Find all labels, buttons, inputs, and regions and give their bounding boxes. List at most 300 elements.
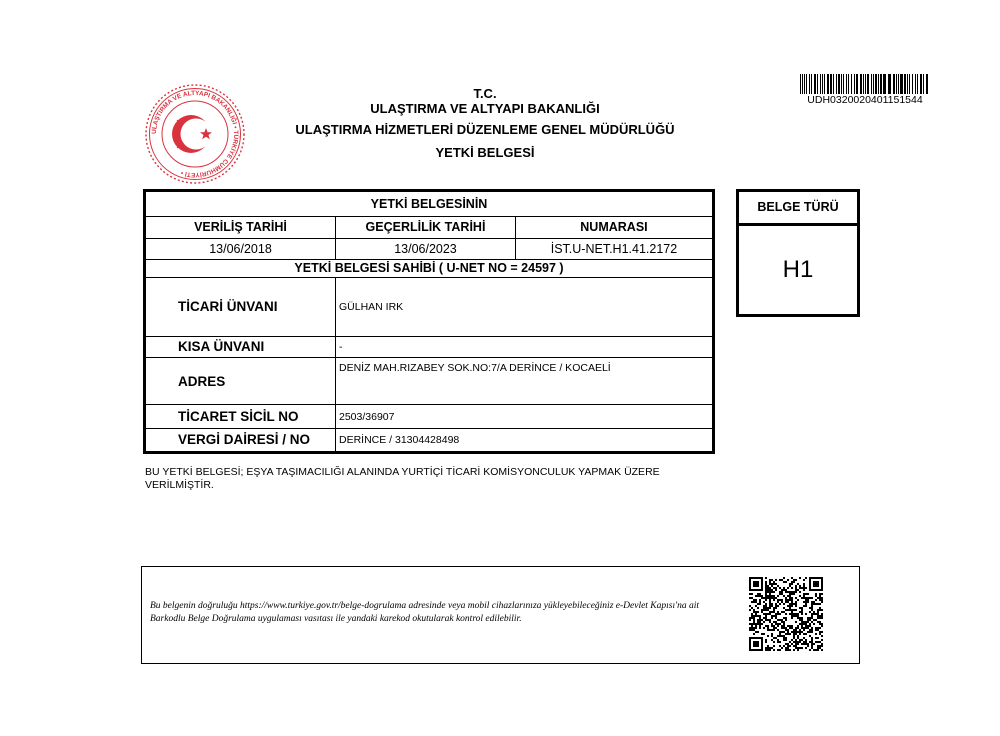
qr-module	[769, 591, 771, 593]
qr-module	[787, 647, 789, 649]
qr-module	[795, 591, 797, 593]
qr-module	[795, 601, 797, 603]
qr-module	[803, 601, 805, 603]
qr-module	[785, 647, 787, 649]
qr-module	[769, 601, 771, 603]
qr-module	[819, 599, 821, 601]
qr-module	[777, 605, 779, 607]
qr-module	[807, 597, 809, 599]
qr-module	[779, 623, 781, 625]
qr-module	[773, 583, 775, 585]
qr-module	[789, 591, 791, 593]
qr-module	[765, 577, 767, 579]
barcode-bar	[841, 74, 842, 94]
qr-module	[791, 611, 793, 613]
qr-module	[801, 643, 803, 645]
barcode-bar	[871, 74, 872, 94]
qr-module	[795, 589, 797, 591]
qr-module	[821, 599, 823, 601]
qr-module	[795, 613, 797, 615]
qr-module	[755, 595, 757, 597]
qr-module	[811, 647, 813, 649]
qr-module	[801, 639, 803, 641]
qr-module	[821, 643, 823, 645]
qr-module	[767, 613, 769, 615]
qr-module	[757, 593, 759, 595]
qr-module	[769, 629, 771, 631]
qr-module	[817, 645, 819, 647]
qr-module	[819, 595, 821, 597]
qr-module	[751, 629, 753, 631]
qr-module	[779, 587, 781, 589]
qr-module	[783, 621, 785, 623]
qr-module	[779, 641, 781, 643]
qr-module	[809, 641, 811, 643]
qr-module	[769, 621, 771, 623]
qr-module	[781, 579, 783, 581]
qr-module	[779, 599, 781, 601]
qr-module	[793, 581, 795, 583]
qr-module	[759, 627, 761, 629]
qr-module	[779, 649, 781, 651]
qr-module	[789, 627, 791, 629]
qr-module	[799, 641, 801, 643]
barcode-bar	[820, 74, 821, 94]
qr-module	[805, 605, 807, 607]
qr-module	[797, 625, 799, 627]
document-type-value: H1	[782, 256, 814, 283]
qr-module	[821, 623, 823, 625]
qr-module	[791, 591, 793, 593]
qr-module	[797, 635, 799, 637]
qr-module	[751, 615, 753, 617]
qr-module	[803, 627, 805, 629]
qr-module	[765, 641, 767, 643]
qr-module	[811, 617, 813, 619]
qr-module	[785, 629, 787, 631]
qr-module	[771, 635, 773, 637]
qr-module	[765, 591, 767, 593]
qr-module	[777, 619, 779, 621]
qr-module	[807, 643, 809, 645]
barcode-bar	[865, 74, 866, 94]
qr-module	[811, 603, 813, 605]
qr-module	[817, 615, 819, 617]
qr-module	[781, 621, 783, 623]
qr-module	[803, 621, 805, 623]
qr-module	[811, 605, 813, 607]
qr-module	[783, 639, 785, 641]
qr-module	[821, 615, 823, 617]
barcode-bar	[904, 74, 906, 94]
qr-module	[775, 589, 777, 591]
qr-module	[753, 617, 755, 619]
qr-module	[773, 611, 775, 613]
qr-module	[749, 617, 751, 619]
seal-ring-text: ULAŞTIRMA VE ALTYAPI BAKANLIĞI • TÜRKİYE CUMHURİYETİ •	[150, 89, 240, 179]
qr-module	[765, 605, 767, 607]
verification-text: Bu belgenin doğruluğu https://www.turkiye.gov.tr/belge-dogrulama adresinde veya mobil cihazlarınıza yükleyebileceğiniz e-Devlet Kapısı'na ait Barkodlu Belge Doğrulama uygulaması vasıtası ile yandaki karekod okutularak kontrol edilebilir.	[150, 601, 700, 624]
barcode-bar	[920, 74, 922, 94]
qr-module	[785, 613, 787, 615]
qr-module	[787, 587, 789, 589]
qr-module	[783, 631, 785, 633]
qr-module	[819, 607, 821, 609]
qr-module	[759, 599, 761, 601]
qr-module	[763, 621, 765, 623]
qr-module	[803, 643, 805, 645]
qr-module	[787, 599, 789, 601]
barcode-bar	[860, 74, 862, 94]
qr-module	[777, 585, 779, 587]
qr-module	[811, 629, 813, 631]
qr-module	[771, 597, 773, 599]
qr-module	[797, 649, 799, 651]
qr-module	[785, 649, 787, 651]
qr-module	[765, 583, 767, 585]
qr-module	[799, 617, 801, 619]
qr-module	[793, 635, 795, 637]
qr-module	[817, 627, 819, 629]
qr-module	[791, 597, 793, 599]
qr-module	[765, 607, 767, 609]
qr-module	[771, 579, 773, 581]
header-tc: T.C.	[473, 86, 497, 101]
qr-module	[779, 613, 781, 615]
qr-module	[787, 649, 789, 651]
holder-title: YETKİ BELGESİ SAHİBİ ( U-NET NO = 24597 )	[145, 259, 714, 277]
barcode-bar	[851, 74, 852, 94]
qr-module	[785, 633, 787, 635]
qr-module	[803, 629, 805, 631]
qr-module	[759, 623, 761, 625]
qr-module	[757, 611, 759, 613]
qr-module	[757, 621, 759, 623]
qr-module	[777, 601, 779, 603]
barcode-bar	[830, 74, 832, 94]
qr-module	[779, 619, 781, 621]
qr-module	[797, 589, 799, 591]
qr-module	[801, 613, 803, 615]
qr-module	[773, 649, 775, 651]
qr-module	[751, 613, 753, 615]
qr-module	[787, 643, 789, 645]
qr-module	[811, 639, 813, 641]
barcode-bar	[867, 74, 869, 94]
qr-module	[803, 633, 805, 635]
qr-module	[771, 647, 773, 649]
ministry-seal-logo	[143, 82, 247, 186]
qr-module	[821, 593, 823, 595]
qr-module	[799, 639, 801, 641]
tax-office-label: VERGİ DAİRESİ / NO	[145, 428, 336, 452]
qr-module	[771, 623, 773, 625]
qr-module	[769, 579, 771, 581]
qr-module	[807, 631, 809, 633]
qr-module	[811, 637, 813, 639]
qr-module	[775, 621, 777, 623]
qr-module	[793, 645, 795, 647]
qr-module	[771, 639, 773, 641]
qr-module	[769, 605, 771, 607]
qr-module	[765, 603, 767, 605]
qr-module	[817, 603, 819, 605]
qr-module	[811, 613, 813, 615]
qr-module	[771, 583, 773, 585]
qr-module	[815, 629, 817, 631]
qr-module	[809, 625, 811, 627]
qr-module	[811, 609, 813, 611]
qr-module	[773, 609, 775, 611]
qr-module	[819, 645, 821, 647]
qr-module	[761, 609, 763, 611]
qr-module	[815, 619, 817, 621]
qr-module	[781, 631, 783, 633]
qr-module	[811, 621, 813, 623]
qr-module	[773, 637, 775, 639]
qr-module	[797, 631, 799, 633]
qr-module	[767, 625, 769, 627]
qr-module	[767, 607, 769, 609]
qr-module	[807, 621, 809, 623]
qr-module	[791, 631, 793, 633]
qr-module	[785, 619, 787, 621]
qr-module	[781, 625, 783, 627]
qr-module	[787, 579, 789, 581]
qr-module	[789, 641, 791, 643]
qr-module	[811, 607, 813, 609]
qr-module	[803, 641, 805, 643]
barcode-bar	[843, 74, 844, 94]
trade-registry-value: 2503/36907	[336, 405, 714, 428]
qr-module	[799, 633, 801, 635]
qr-module	[757, 623, 759, 625]
qr-module	[819, 627, 821, 629]
qr-finder	[753, 641, 759, 647]
qr-module	[793, 641, 795, 643]
qr-module	[749, 627, 751, 629]
qr-module	[773, 641, 775, 643]
qr-module	[777, 611, 779, 613]
qr-module	[763, 627, 765, 629]
qr-module	[789, 633, 791, 635]
qr-module	[811, 641, 813, 643]
qr-module	[785, 597, 787, 599]
qr-module	[783, 607, 785, 609]
qr-module	[775, 597, 777, 599]
qr-module	[769, 599, 771, 601]
qr-module	[779, 579, 781, 581]
qr-module	[817, 611, 819, 613]
qr-module	[783, 623, 785, 625]
qr-module	[813, 603, 815, 605]
qr-module	[767, 645, 769, 647]
document-type-box	[736, 189, 860, 317]
qr-code	[749, 577, 823, 651]
qr-module	[795, 609, 797, 611]
qr-module	[753, 609, 755, 611]
qr-module	[797, 643, 799, 645]
qr-module	[757, 595, 759, 597]
qr-module	[779, 633, 781, 635]
qr-module	[769, 649, 771, 651]
qr-module	[757, 615, 759, 617]
qr-module	[793, 609, 795, 611]
qr-module	[815, 599, 817, 601]
qr-module	[785, 617, 787, 619]
qr-module	[769, 595, 771, 597]
qr-module	[767, 587, 769, 589]
qr-module	[801, 625, 803, 627]
barcode-bar	[900, 74, 903, 94]
col-number: NUMARASI	[515, 217, 713, 238]
barcode-bar	[854, 74, 855, 94]
qr-module	[791, 627, 793, 629]
table-row	[145, 357, 714, 405]
qr-module	[809, 623, 811, 625]
qr-module	[789, 607, 791, 609]
qr-module	[789, 645, 791, 647]
qr-module	[811, 627, 813, 629]
qr-module	[777, 599, 779, 601]
qr-module	[805, 577, 807, 579]
certificate-table	[143, 189, 715, 454]
qr-module	[757, 631, 759, 633]
qr-module	[807, 627, 809, 629]
qr-module	[809, 629, 811, 631]
qr-module	[821, 645, 823, 647]
qr-module	[807, 593, 809, 595]
qr-module	[801, 609, 803, 611]
qr-module	[769, 597, 771, 599]
qr-module	[805, 593, 807, 595]
barcode	[800, 74, 928, 94]
qr-module	[779, 631, 781, 633]
qr-module	[795, 615, 797, 617]
qr-module	[795, 643, 797, 645]
barcode-bar	[878, 74, 879, 94]
qr-module	[805, 601, 807, 603]
qr-module	[821, 613, 823, 615]
qr-module	[819, 631, 821, 633]
qr-module	[795, 587, 797, 589]
qr-module	[813, 601, 815, 603]
qr-module	[753, 619, 755, 621]
certificate-statement: BU YETKİ BELGESİ; EŞYA TAŞIMACILIĞI ALANINDA YURTİÇİ TİCARİ KOMİSYONCULUK YAPMAK ÜZERE VERİLMİŞTİR.	[145, 466, 660, 491]
qr-module	[759, 619, 761, 621]
qr-module	[789, 585, 791, 587]
address-label: ADRES	[145, 357, 336, 405]
qr-module	[775, 613, 777, 615]
qr-module	[793, 649, 795, 651]
qr-module	[797, 615, 799, 617]
qr-module	[805, 633, 807, 635]
qr-module	[759, 615, 761, 617]
barcode-bar	[863, 74, 864, 94]
qr-module	[781, 627, 783, 629]
qr-module	[799, 631, 801, 633]
qr-module	[777, 595, 779, 597]
barcode-bar	[800, 74, 801, 94]
qr-module	[817, 613, 819, 615]
qr-module	[791, 617, 793, 619]
qr-module	[781, 601, 783, 603]
qr-module	[765, 581, 767, 583]
qr-module	[807, 599, 809, 601]
qr-module	[763, 617, 765, 619]
barcode-bar	[811, 74, 812, 94]
qr-module	[803, 593, 805, 595]
qr-module	[755, 627, 757, 629]
qr-module	[795, 633, 797, 635]
qr-module	[805, 621, 807, 623]
qr-module	[811, 643, 813, 645]
qr-module	[811, 645, 813, 647]
barcode-bar	[806, 74, 807, 94]
address-value: DENİZ MAH.RIZABEY SOK.NO:7/A DERİNCE / KOCAELİ	[336, 357, 714, 405]
qr-module	[807, 601, 809, 603]
qr-module	[819, 597, 821, 599]
qr-module	[805, 599, 807, 601]
qr-module	[783, 595, 785, 597]
barcode-bar	[898, 74, 899, 94]
qr-module	[763, 601, 765, 603]
qr-module	[813, 611, 815, 613]
qr-module	[817, 647, 819, 649]
qr-module	[753, 599, 755, 601]
qr-module	[821, 639, 823, 641]
qr-module	[785, 643, 787, 645]
barcode-bar	[915, 74, 916, 94]
barcode-bar	[809, 74, 810, 94]
qr-module	[817, 621, 819, 623]
qr-module	[787, 591, 789, 593]
qr-module	[759, 595, 761, 597]
qr-module	[767, 649, 769, 651]
qr-module	[819, 615, 821, 617]
qr-module	[785, 637, 787, 639]
qr-module	[767, 627, 769, 629]
qr-module	[765, 609, 767, 611]
qr-module	[783, 635, 785, 637]
qr-module	[781, 589, 783, 591]
qr-module	[813, 613, 815, 615]
qr-module	[813, 643, 815, 645]
qr-module	[773, 625, 775, 627]
qr-module	[783, 581, 785, 583]
barcode-bar	[802, 74, 803, 94]
qr-module	[787, 609, 789, 611]
qr-module	[775, 579, 777, 581]
qr-module	[799, 623, 801, 625]
qr-module	[757, 603, 759, 605]
qr-module	[771, 625, 773, 627]
qr-module	[773, 581, 775, 583]
qr-module	[817, 629, 819, 631]
qr-module	[803, 589, 805, 591]
issue-date-value: 13/06/2018	[145, 238, 336, 259]
qr-module	[789, 599, 791, 601]
qr-module	[751, 593, 753, 595]
qr-module	[783, 587, 785, 589]
qr-module	[799, 619, 801, 621]
qr-module	[801, 627, 803, 629]
qr-module	[805, 627, 807, 629]
qr-module	[821, 631, 823, 633]
qr-module	[801, 619, 803, 621]
qr-module	[771, 629, 773, 631]
qr-module	[781, 593, 783, 595]
